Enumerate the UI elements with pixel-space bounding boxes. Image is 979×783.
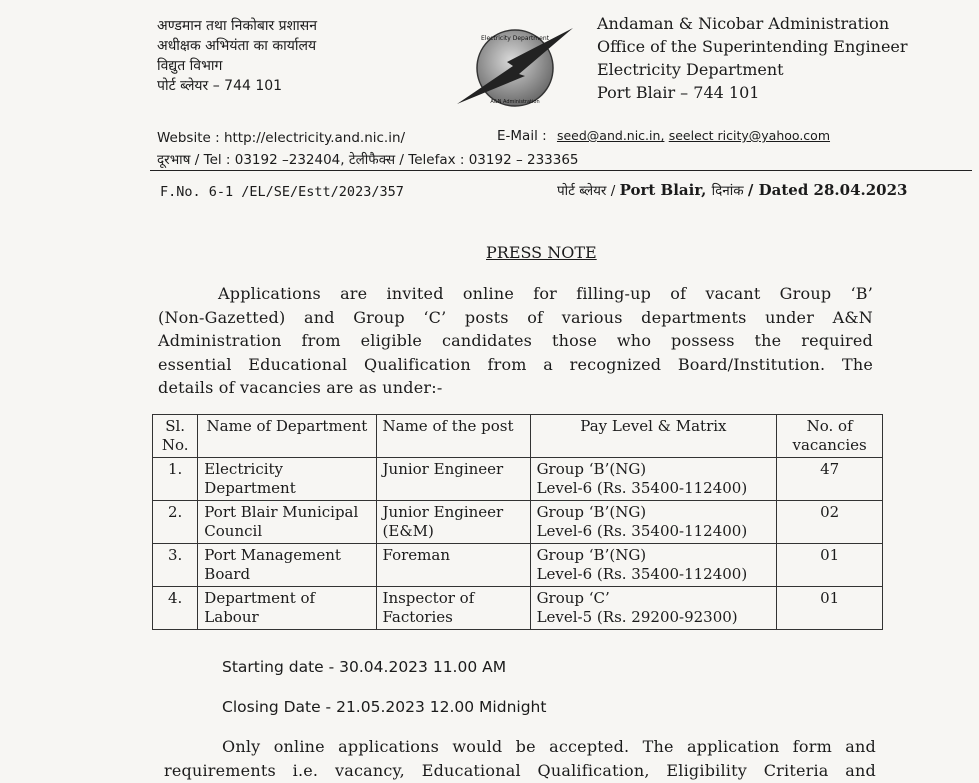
logo-text-bottom: A&N Administration — [490, 99, 540, 105]
place-date — [557, 181, 907, 199]
pay-group: Group ‘C’ — [536, 589, 610, 607]
place-date-hindi: पोर्ट ब्लेयर / — [557, 183, 620, 199]
cell-count: 01 — [777, 587, 883, 630]
email-label: E-Mail : — [497, 128, 547, 144]
date-hindi: दिनांक — [711, 183, 748, 199]
starting-date: Starting date - 30.04.2023 11.00 AM — [222, 658, 507, 676]
table-header-row — [153, 415, 883, 458]
hindi-line: अण्डमान तथा निकोबार प्रशासन — [157, 18, 317, 34]
table-row — [153, 458, 883, 501]
hindi-line: अधीक्षक अभियंता का कार्यालय — [157, 38, 317, 54]
cell-sl: 1. — [153, 458, 198, 501]
header-vacancies: No. of vacancies — [777, 415, 883, 458]
hindi-line: विद्युत विभाग — [157, 58, 223, 74]
intro-paragraph — [158, 282, 873, 400]
email-block: E-Mail : seed@and.nic.in, seelect ricity@yahoo.com — [497, 128, 831, 144]
english-header — [597, 12, 908, 104]
header-divider — [150, 170, 972, 171]
cell-department: Port Management Board — [198, 544, 376, 587]
cell-sl: 3. — [153, 544, 198, 587]
phone-line: दूरभाष / Tel : 03192 –232404, टेलीफैक्स / Telefax : 03192 – 233365 — [157, 152, 579, 168]
hindi-line: पोर्ट ब्लेयर – 744 101 — [157, 78, 283, 94]
footer-line: Only online applications would be accepted. The application form and — [222, 737, 876, 756]
press-note-title: PRESS NOTE — [486, 243, 597, 262]
file-number: F.No. 6-1 /EL/SE/Estt/2023/357 — [160, 184, 404, 200]
footer-paragraph — [164, 735, 876, 783]
email-link-2[interactable]: seelect ricity@yahoo.com — [668, 128, 831, 143]
header-post: Name of the post — [376, 415, 530, 458]
dated: / Dated 28.04.2023 — [747, 181, 908, 199]
pay-level: Level-5 (Rs. 29200-92300) — [536, 608, 738, 626]
para-line: Administration from eligible candidates those who possess the required — [158, 331, 873, 350]
cell-post: Foreman — [376, 544, 530, 587]
cell-post: Inspector of Factories — [376, 587, 530, 630]
english-line: Office of the Superintending Engineer — [597, 37, 908, 56]
cell-department: Port Blair Municipal Council — [198, 501, 376, 544]
para-line: Applications are invited online for filling-up of vacant Group ‘B’ — [218, 284, 873, 303]
english-line: Port Blair – 744 101 — [597, 83, 760, 102]
cell-count: 47 — [777, 458, 883, 501]
cell-count: 01 — [777, 544, 883, 587]
pay-level: Level-6 (Rs. 35400-112400) — [536, 479, 748, 497]
cell-department: Department of Labour — [198, 587, 376, 630]
header-sl: Sl. No. — [153, 415, 198, 458]
cell-department: Electricity Department — [198, 458, 376, 501]
cell-count: 02 — [777, 501, 883, 544]
header-pay: Pay Level & Matrix — [530, 415, 777, 458]
pay-level: Level-6 (Rs. 35400-112400) — [536, 565, 748, 583]
table-row — [153, 501, 883, 544]
para-line: essential Educational Qualification from a recognized Board/Institution. The — [158, 354, 873, 374]
english-line: Andaman & Nicobar Administration — [597, 14, 890, 33]
place-en: Port Blair, — [619, 181, 712, 199]
website-line: Website : http://electricity.and.nic.in/ — [157, 130, 406, 146]
para-line: details of vacancies are as under:- — [158, 378, 443, 397]
electricity-logo — [455, 18, 575, 118]
cell-sl: 2. — [153, 501, 198, 544]
pay-level: Level-6 (Rs. 35400-112400) — [536, 522, 748, 540]
pay-group: Group ‘B’(NG) — [536, 460, 647, 478]
english-line: Electricity Department — [597, 60, 784, 79]
cell-sl: 4. — [153, 587, 198, 630]
footer-line: requirements i.e. vacancy, Educational Qualification, Eligibility Criteria and — [164, 761, 876, 780]
vacancy-table — [152, 414, 883, 630]
cell-pay — [530, 458, 777, 501]
cell-pay — [530, 501, 777, 544]
email-link-1[interactable]: seed@and.nic.in — [556, 128, 661, 143]
pay-group: Group ‘B’(NG) — [536, 546, 647, 564]
cell-post: Junior Engineer (E&M) — [376, 501, 530, 544]
table-row — [153, 587, 883, 630]
table-row — [153, 544, 883, 587]
header-department: Name of Department — [198, 415, 376, 458]
cell-post: Junior Engineer — [376, 458, 530, 501]
pay-group: Group ‘B’(NG) — [536, 503, 647, 521]
cell-pay — [530, 587, 777, 630]
para-line: (Non-Gazetted) and Group ‘C’ posts of various departments under A&N — [158, 307, 873, 327]
hindi-header — [157, 16, 317, 96]
closing-date: Closing Date - 21.05.2023 12.00 Midnight — [222, 698, 547, 716]
logo-text-top: Electricity Department — [480, 35, 550, 42]
cell-pay — [530, 544, 777, 587]
